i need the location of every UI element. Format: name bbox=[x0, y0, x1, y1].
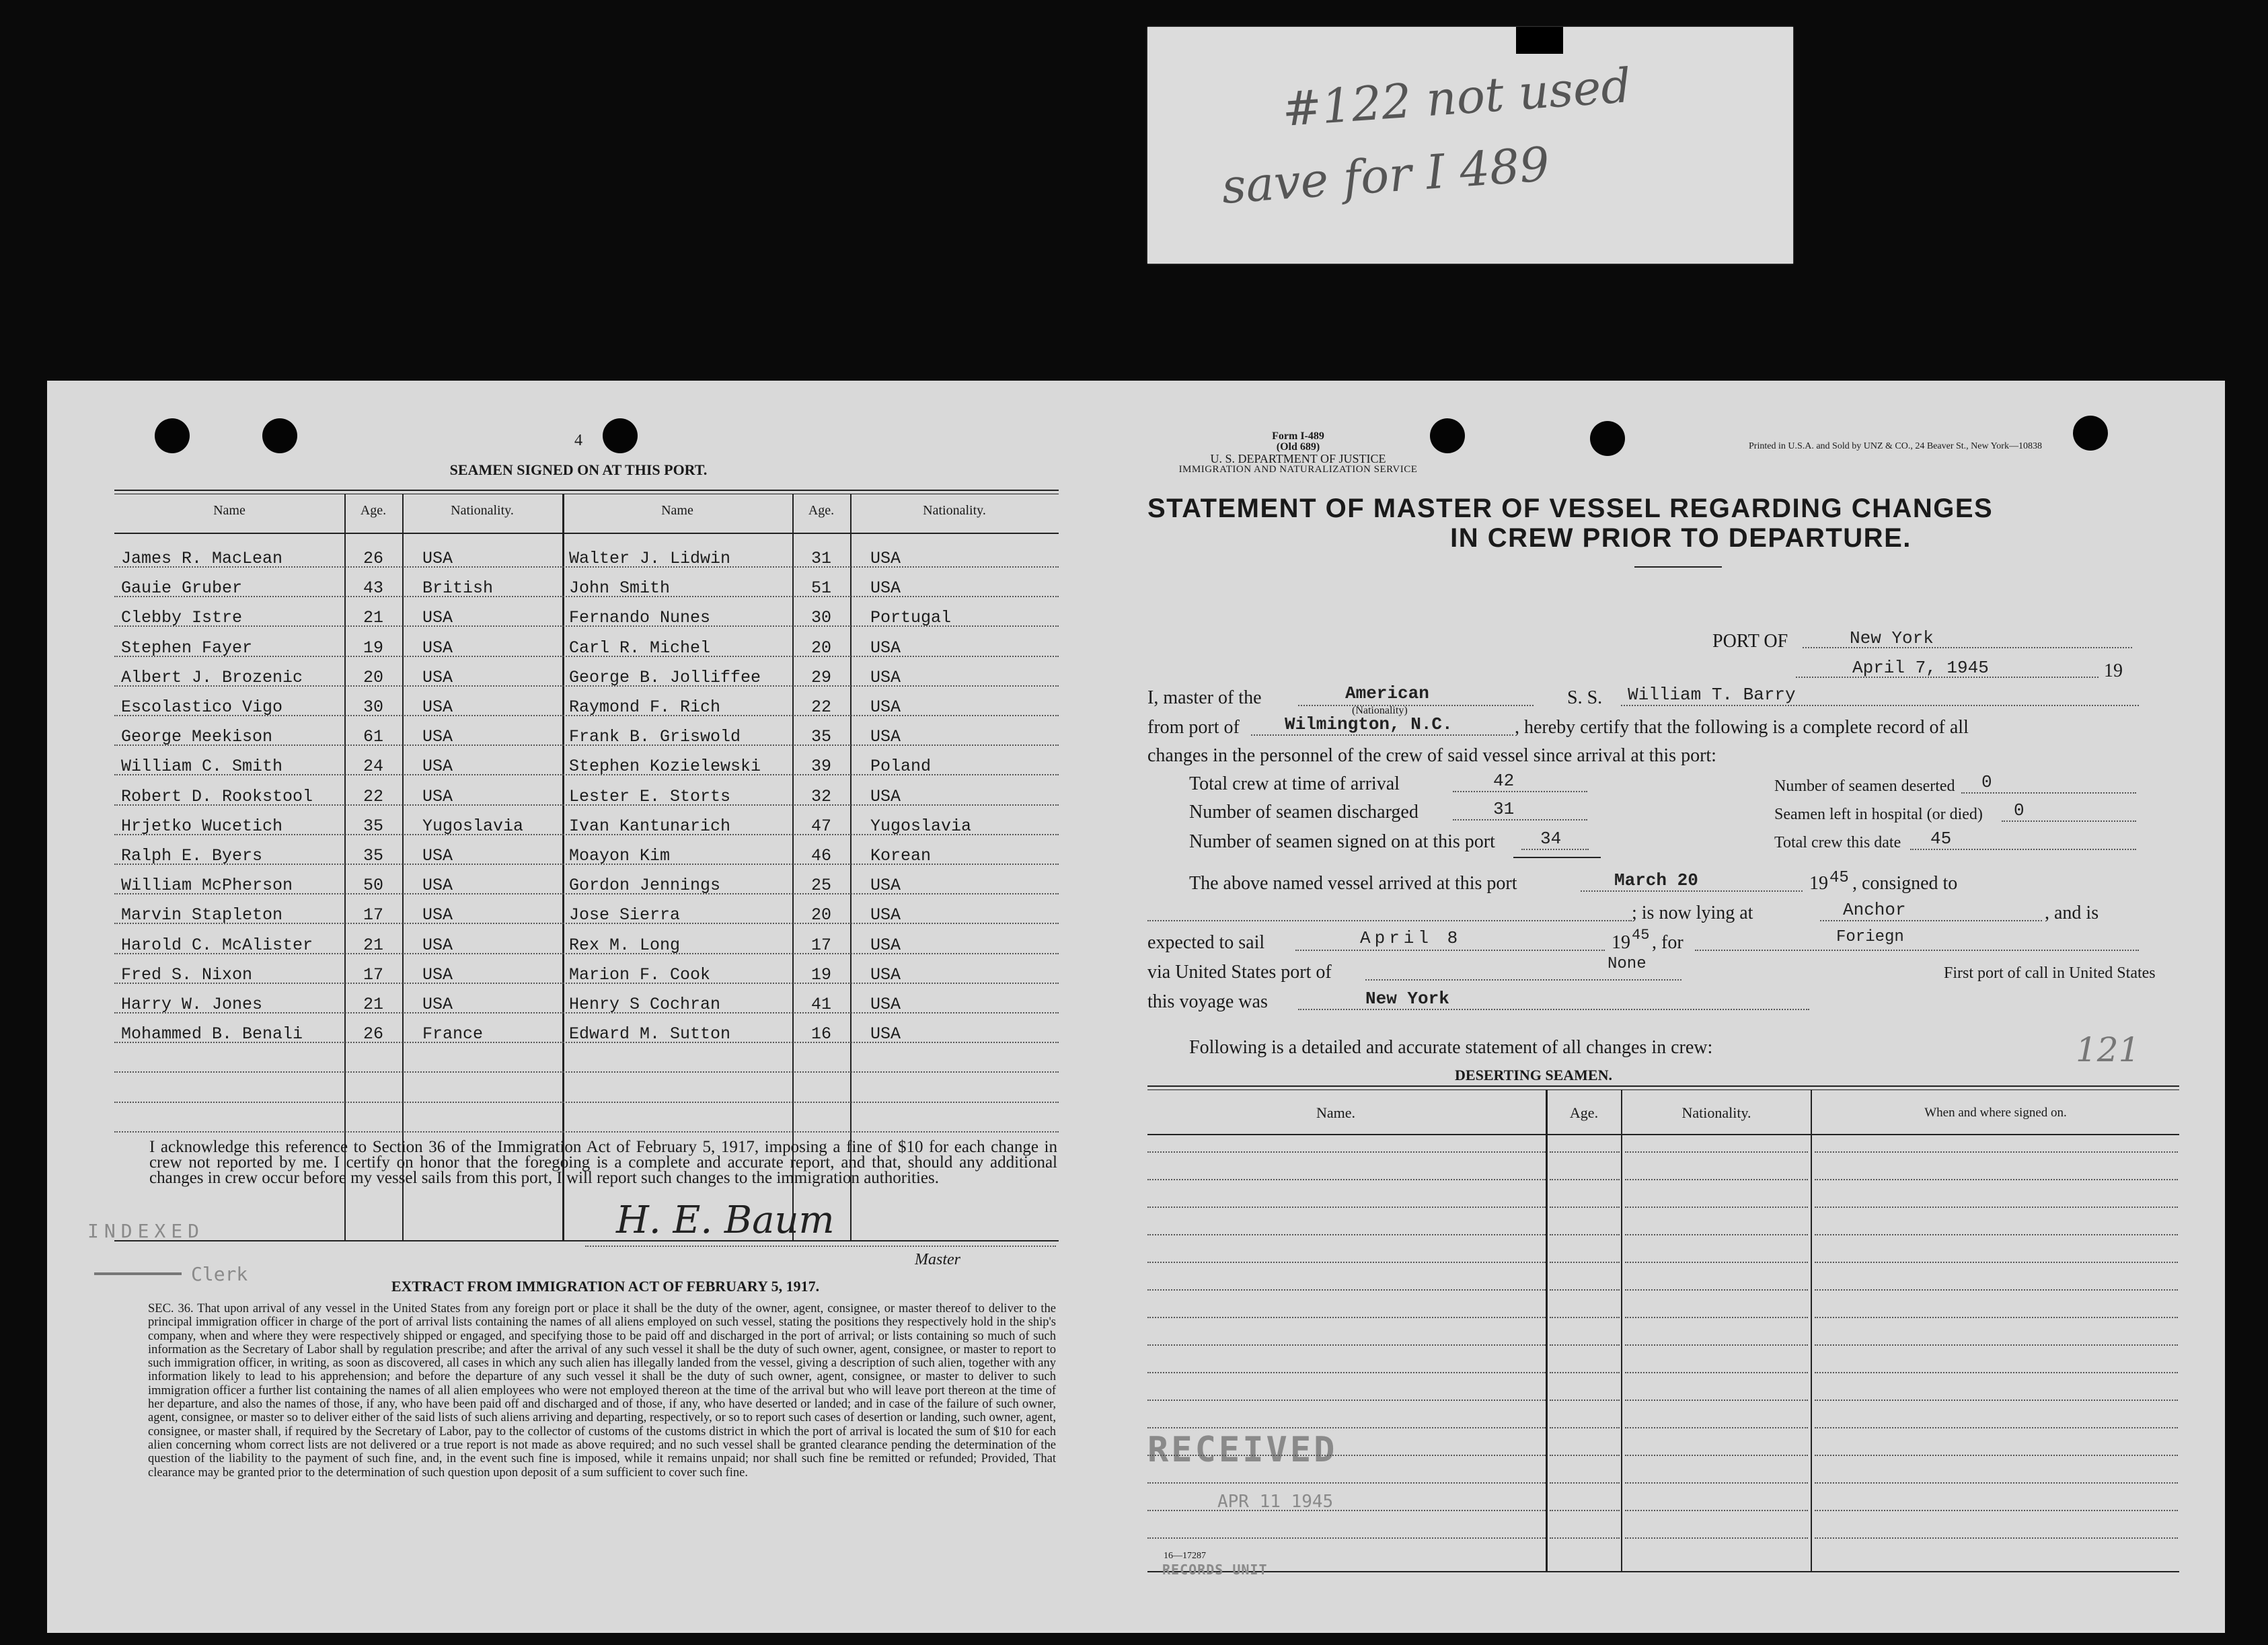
table-row bbox=[1550, 1427, 1620, 1428]
table-row bbox=[1625, 1482, 1808, 1484]
seaman-nationality: France bbox=[422, 1024, 484, 1044]
seaman-name: William McPherson bbox=[121, 876, 293, 896]
for-line bbox=[1695, 950, 2139, 951]
header-age: Age. bbox=[808, 503, 835, 518]
seaman-nationality: USA bbox=[422, 786, 453, 806]
discharged-value: 31 bbox=[1493, 799, 1515, 819]
table-row bbox=[1625, 1234, 1808, 1235]
header-nationality: Nationality. bbox=[923, 503, 986, 518]
total-arrival-line bbox=[1453, 791, 1587, 792]
ship-name-value: William T. Barry bbox=[1628, 685, 1796, 705]
table-row bbox=[1625, 1344, 1808, 1346]
seaman-nationality: USA bbox=[870, 876, 901, 896]
signed-on-value: 34 bbox=[1540, 829, 1562, 849]
table-row bbox=[1147, 1455, 1546, 1456]
seaman-name: Marion F. Cook bbox=[569, 964, 711, 985]
table-row bbox=[1815, 1151, 2178, 1153]
seaman-name: Rex M. Long bbox=[569, 935, 681, 955]
seaman-name: Robert D. Rookstool bbox=[121, 786, 313, 806]
handwritten-note-slip bbox=[1147, 27, 1793, 264]
seaman-name: Harry W. Jones bbox=[121, 995, 263, 1014]
hospital-label: Seamen left in hospital (or died) bbox=[1774, 806, 1983, 823]
table-row bbox=[1815, 1179, 2178, 1180]
seaman-age: 17 bbox=[363, 905, 383, 925]
seaman-age: 17 bbox=[810, 935, 831, 955]
left-page bbox=[47, 381, 1096, 1633]
deserting-header-when: When and where signed on. bbox=[1924, 1106, 2067, 1120]
deserting-top-rule bbox=[1147, 1085, 2179, 1087]
table-row bbox=[1550, 1455, 1620, 1456]
seaman-nationality: Korean bbox=[870, 846, 932, 866]
seaman-nationality: Yugoslavia bbox=[422, 816, 524, 836]
signed-on-underline bbox=[1513, 857, 1601, 858]
seaman-name: Frank B. Griswold bbox=[569, 727, 741, 747]
table-row bbox=[1550, 1372, 1620, 1373]
seaman-age: 20 bbox=[810, 638, 831, 658]
seaman-nationality: USA bbox=[422, 727, 453, 747]
table-row bbox=[1147, 1151, 1546, 1153]
seaman-age: 21 bbox=[363, 935, 383, 955]
table-row bbox=[1815, 1372, 2178, 1373]
printer-line: Printed in U.S.A. and Sold by UNZ & CO., 24 Beaver St., New York—10838 bbox=[1749, 441, 2042, 451]
date-value: April 7, 1945 bbox=[1852, 658, 1989, 678]
table-row bbox=[1147, 1289, 1546, 1291]
table-row bbox=[1550, 1537, 1620, 1539]
seaman-name: Carl R. Michel bbox=[569, 638, 711, 658]
seaman-nationality: USA bbox=[422, 905, 453, 925]
total-arrival-value: 42 bbox=[1493, 771, 1515, 791]
deserting-title: DESERTING SEAMEN. bbox=[1455, 1067, 1612, 1083]
ss-label: S. S. bbox=[1567, 687, 1603, 708]
lying-value: Anchor bbox=[1843, 900, 1906, 920]
seaman-nationality: USA bbox=[422, 964, 453, 985]
seaman-age: 35 bbox=[810, 727, 831, 747]
seaman-name: Gordon Jennings bbox=[569, 876, 721, 896]
ship-name-line bbox=[1621, 705, 2139, 706]
seaman-name: Edward M. Sutton bbox=[569, 1024, 731, 1044]
form-title-line-1: STATEMENT OF MASTER OF VESSEL REGARDING CHANGES bbox=[1147, 494, 1994, 523]
hospital-line bbox=[2002, 820, 2136, 822]
seaman-nationality: USA bbox=[422, 608, 453, 628]
via-label: via United States port of bbox=[1147, 962, 1332, 983]
table-row bbox=[1815, 1262, 2178, 1263]
table-row bbox=[1815, 1317, 2178, 1318]
expected-label: expected to sail bbox=[1147, 932, 1265, 953]
seaman-age: 50 bbox=[363, 876, 383, 896]
note-line-1: #122 not used bbox=[1280, 57, 1633, 138]
table-row bbox=[1815, 1455, 2178, 1456]
seaman-name: John Smith bbox=[569, 578, 671, 599]
seaman-age: 19 bbox=[363, 638, 383, 658]
table-row bbox=[1815, 1400, 2178, 1401]
table-row bbox=[1815, 1537, 2178, 1539]
seaman-name: Marvin Stapleton bbox=[121, 905, 283, 925]
table-row bbox=[1550, 1207, 1620, 1208]
seaman-name: Stephen Fayer bbox=[121, 638, 253, 658]
seaman-age: 41 bbox=[810, 995, 831, 1014]
nationality-value: American bbox=[1345, 683, 1429, 703]
total-arrival-label: Total crew at time of arrival bbox=[1189, 773, 1400, 794]
deserting-col-rule bbox=[1811, 1089, 1812, 1571]
seaman-nationality: USA bbox=[870, 549, 901, 568]
via-line bbox=[1365, 979, 1681, 981]
voyage-value: New York bbox=[1365, 989, 1449, 1009]
deserting-col-rule bbox=[1546, 1089, 1548, 1571]
table-row bbox=[1147, 1317, 1546, 1318]
first-port-label: First port of call in United States bbox=[1944, 964, 2156, 982]
consigned-label: , consigned to bbox=[1852, 873, 1958, 894]
table-row bbox=[1147, 1234, 1546, 1235]
seaman-name: Raymond F. Rich bbox=[569, 697, 721, 717]
seaman-age: 17 bbox=[363, 964, 383, 985]
seaman-age: 20 bbox=[810, 905, 831, 925]
table-row bbox=[1550, 1289, 1620, 1291]
seaman-name: Lester E. Storts bbox=[569, 786, 731, 806]
seaman-nationality: USA bbox=[422, 697, 453, 717]
seaman-nationality: USA bbox=[422, 846, 453, 866]
port-of-label: PORT OF bbox=[1712, 631, 1788, 652]
for-label: , for bbox=[1652, 932, 1684, 953]
expected-line bbox=[1295, 950, 1605, 951]
service: IMMIGRATION AND NATURALIZATION SERVICE bbox=[1178, 464, 1418, 475]
seaman-nationality: USA bbox=[422, 935, 453, 955]
seaman-age: 21 bbox=[363, 608, 383, 628]
seaman-age: 21 bbox=[363, 995, 383, 1014]
seaman-nationality: USA bbox=[870, 1024, 901, 1044]
master-label: Master bbox=[915, 1251, 960, 1268]
header-name: Name bbox=[213, 503, 245, 518]
seaman-age: 39 bbox=[810, 757, 831, 777]
consignee-line bbox=[1147, 920, 1632, 921]
table-row bbox=[1147, 1427, 1546, 1428]
seaman-nationality: USA bbox=[870, 727, 901, 747]
col-rule bbox=[344, 494, 346, 1240]
for-value: Foriegn bbox=[1836, 928, 1904, 946]
deserting-header-age: Age. bbox=[1569, 1104, 1599, 1121]
header-name: Name bbox=[661, 503, 693, 518]
table-bottom-rule bbox=[114, 1240, 1059, 1241]
extract-title: EXTRACT FROM IMMIGRATION ACT OF FEBRUARY 5, 1917. bbox=[391, 1278, 820, 1295]
seaman-age: 31 bbox=[810, 549, 831, 568]
seaman-nationality: USA bbox=[870, 905, 901, 925]
received-stamp: RECEIVED bbox=[1147, 1430, 1338, 1470]
table-row bbox=[1815, 1427, 2178, 1428]
nationality-line bbox=[1298, 705, 1534, 706]
table-row bbox=[1147, 1372, 1546, 1373]
seaman-nationality: USA bbox=[870, 667, 901, 687]
table-row bbox=[1815, 1482, 2178, 1484]
section-title: SEAMEN SIGNED ON AT THIS PORT. bbox=[449, 461, 708, 478]
row-rule bbox=[114, 1071, 1059, 1073]
seaman-nationality: USA bbox=[870, 697, 901, 717]
seaman-age: 30 bbox=[363, 697, 383, 717]
table-row bbox=[1550, 1344, 1620, 1346]
table-row bbox=[1147, 1207, 1546, 1208]
header-age: Age. bbox=[360, 503, 387, 518]
seaman-nationality: USA bbox=[422, 995, 453, 1014]
extract-text: SEC. 36. That upon arrival of any vessel in the United States from any foreign port or place it shall be the duty of the owner, agent, consignee, or master thereof to deliver to the principal immigration officer in charge of the port of arrival lists containing the names of all aliens employed on such vessel, stating the positions they respectively hold in the ship's company, when and where they were respectively shipped or engaged, and specifying those to be paid off and discharged in the port of arrival; or lists containing so much of such information as the Secretary of Labor shall by regulation prescribe; and after the arrival of any such vessel it shall be the duty of such owner, agent, consignee, or master to report to such immigration officer, in writing, as soon as discovered, all cases in which any such alien has illegally landed from the vessel, giving a description of such alien, together with any information likely to lead to his apprehension; and before the departure of any such vessel it shall be the duty of such owner, agent, consignee, or master to deliver to such immigration officer a further list containing the names of all alien employees who were not employed thereon at the time of the arrival but who will leave port thereon at the time of her departure, and also the names of those, if any, who have been paid off and discharged and of those, if any, who have deserted or landed; and in case of the failure of such owner, agent, consignee, or master so to deliver either of the said lists of such aliens arriving and departing, respectively, or so to report such cases of desertion or landing, such owner, agent, consignee, or master shall, if required by the Secretary of Labor, pay to the collector of customs of the customs district in which the port of arrival is located the sum of $10 for each alien concerning whom correct lists are not delivered or a true report is not made as above required; and no such vessel shall be granted clearance pending the determination of the question of the liability to the payment of such fine, and, in the event such fine is imposed, while it remains unpaid; nor shall such fine be remitted or refunded; Provided, That clearance may be granted prior to the determination of such question upon deposit of a sum sufficient to cover such fine. bbox=[148, 1302, 1056, 1480]
deserting-header-rule bbox=[1147, 1134, 2179, 1135]
form-sheet bbox=[47, 381, 2225, 1633]
seaman-nationality: British bbox=[422, 578, 494, 599]
seaman-age: 24 bbox=[363, 757, 383, 777]
seaman-age: 43 bbox=[363, 578, 383, 599]
seaman-name: Escolastico Vigo bbox=[121, 697, 283, 717]
right-page bbox=[1137, 381, 2225, 1633]
deserted-value: 0 bbox=[1981, 772, 1992, 792]
seaman-age: 47 bbox=[810, 816, 831, 836]
total-date-value: 45 bbox=[1930, 829, 1952, 849]
seaman-nationality: Poland bbox=[870, 757, 932, 777]
clerk-label: Clerk bbox=[191, 1263, 248, 1285]
signature: H. E. Baum bbox=[616, 1198, 835, 1242]
table-row bbox=[1815, 1207, 2178, 1208]
following-text: Following is a detailed and accurate statement of all changes in crew: bbox=[1189, 1037, 1713, 1058]
seaman-age: 35 bbox=[363, 816, 383, 836]
seaman-name: Jose Sierra bbox=[569, 905, 681, 925]
table-row bbox=[1815, 1344, 2178, 1346]
and-is-label: , and is bbox=[2045, 903, 2099, 923]
seaman-age: 30 bbox=[810, 608, 831, 628]
table-row bbox=[1550, 1400, 1620, 1401]
table-top-rule bbox=[114, 490, 1059, 491]
lying-line bbox=[1820, 920, 2042, 921]
seaman-name: Gauie Gruber bbox=[121, 578, 243, 599]
seaman-name: Hrjetko Wucetich bbox=[121, 816, 283, 836]
table-row bbox=[1550, 1179, 1620, 1180]
seaman-age: 22 bbox=[810, 697, 831, 717]
discharged-label: Number of seamen discharged bbox=[1189, 802, 1419, 822]
table-row bbox=[1147, 1179, 1546, 1180]
seaman-nationality: USA bbox=[422, 549, 453, 568]
col-rule bbox=[850, 494, 852, 1240]
total-date-line bbox=[1910, 849, 2136, 850]
seaman-nationality: USA bbox=[422, 876, 453, 896]
table-row bbox=[1147, 1482, 1546, 1484]
table-row bbox=[1815, 1234, 2178, 1235]
seaman-nationality: USA bbox=[870, 578, 901, 599]
seaman-name: Mohammed B. Benali bbox=[121, 1024, 303, 1044]
form-number: Form I-489 bbox=[1272, 430, 1324, 442]
arrived-value: March 20 bbox=[1614, 870, 1698, 890]
table-row bbox=[1625, 1289, 1808, 1291]
seaman-nationality: USA bbox=[870, 638, 901, 658]
seaman-name: Walter J. Lidwin bbox=[569, 549, 731, 568]
seaman-age: 32 bbox=[810, 786, 831, 806]
received-date: APR 11 1945 bbox=[1217, 1492, 1334, 1512]
table-row bbox=[1550, 1151, 1620, 1153]
deserting-header-name: Name. bbox=[1316, 1104, 1356, 1121]
seaman-age: 26 bbox=[363, 549, 383, 568]
total-date-label: Total crew this date bbox=[1774, 834, 1901, 851]
seaman-nationality: USA bbox=[870, 935, 901, 955]
seaman-name: William C. Smith bbox=[121, 757, 283, 777]
deserted-line bbox=[1961, 792, 2136, 794]
arrived-line bbox=[1581, 890, 1803, 892]
table-row bbox=[1625, 1537, 1808, 1539]
signed-on-label: Number of seamen signed on at this port bbox=[1189, 831, 1495, 852]
seaman-name: Clebby Istre bbox=[121, 608, 243, 628]
deserting-col-rule bbox=[1621, 1089, 1622, 1571]
seaman-age: 25 bbox=[810, 876, 831, 896]
table-row bbox=[1147, 1510, 1546, 1511]
seaman-name: James R. MacLean bbox=[121, 549, 283, 568]
signed-on-line bbox=[1521, 849, 1589, 850]
acknowledgment-text: I acknowledge this reference to Section 36 of the Immigration Act of February 5, 1917, imposing a fine of $10 for each change in crew not reported by me. I certify on honor that the foregoing is a complete and accurate report, and that, should any additional changes in crew occur before my vessel sails from this port, I will report such changes to the immigration authorities. bbox=[149, 1138, 1057, 1187]
table-row bbox=[1147, 1262, 1546, 1263]
seaman-age: 35 bbox=[363, 846, 383, 866]
arrived-year: 45 bbox=[1829, 869, 1849, 887]
arrived-year-prefix: 19 bbox=[1809, 873, 1828, 894]
note-line-2: save for I 489 bbox=[1219, 137, 1552, 215]
master-of-label: I, master of the bbox=[1147, 687, 1262, 708]
seaman-name: Albert J. Brozenic bbox=[121, 667, 303, 687]
row-rule bbox=[114, 1131, 1059, 1133]
seaman-name: Stephen Kozielewski bbox=[569, 757, 761, 777]
seaman-nationality: USA bbox=[870, 964, 901, 985]
seaman-age: 20 bbox=[363, 667, 383, 687]
hospital-value: 0 bbox=[2014, 800, 2025, 820]
row-rule bbox=[114, 1102, 1059, 1103]
seaman-nationality: USA bbox=[422, 667, 453, 687]
seaman-name: Fred S. Nixon bbox=[121, 964, 253, 985]
table-row bbox=[1550, 1482, 1620, 1484]
form-code: 16—17287 bbox=[1164, 1551, 1206, 1561]
voyage-line bbox=[1298, 1009, 1809, 1010]
table-row bbox=[1550, 1510, 1620, 1511]
records-unit: RECORDS UNIT bbox=[1162, 1562, 1268, 1578]
deserting-top-rule bbox=[1147, 1089, 2179, 1090]
bottom-rule bbox=[1147, 1571, 2179, 1572]
table-row bbox=[1625, 1372, 1808, 1373]
table-row bbox=[1625, 1207, 1808, 1208]
indexed-stamp: INDEXED bbox=[87, 1220, 205, 1242]
seaman-name: Henry S Cochran bbox=[569, 995, 721, 1014]
master-line bbox=[585, 1246, 1056, 1247]
date-year-suffix: 19 bbox=[2104, 660, 2123, 681]
table-row bbox=[1625, 1455, 1808, 1456]
table-row bbox=[1550, 1262, 1620, 1263]
col-rule bbox=[402, 494, 404, 1240]
table-row bbox=[1550, 1317, 1620, 1318]
handwritten-number: 121 bbox=[2076, 1030, 2140, 1069]
seaman-age: 16 bbox=[810, 1024, 831, 1044]
title-rule bbox=[1634, 566, 1722, 568]
clerk-mark bbox=[94, 1272, 182, 1275]
seaman-age: 19 bbox=[810, 964, 831, 985]
table-row bbox=[1625, 1400, 1808, 1401]
table-row bbox=[1815, 1289, 2178, 1291]
seaman-name: Fernando Nunes bbox=[569, 608, 711, 628]
port-of-value: New York bbox=[1850, 628, 1934, 648]
nationality-caption: (Nationality) bbox=[1352, 705, 1408, 716]
deserted-label: Number of seamen deserted bbox=[1774, 777, 1955, 795]
table-row bbox=[1625, 1427, 1808, 1428]
from-port-label: from port of bbox=[1147, 717, 1240, 738]
arrived-label: The above named vessel arrived at this port bbox=[1189, 873, 1517, 894]
table-row bbox=[1147, 1537, 1546, 1539]
col-rule bbox=[792, 494, 794, 1240]
seaman-age: 29 bbox=[810, 667, 831, 687]
seaman-name: Moayon Kim bbox=[569, 846, 671, 866]
seaman-nationality: USA bbox=[422, 757, 453, 777]
form-old-number: (Old 689) bbox=[1276, 441, 1320, 453]
table-row bbox=[1625, 1151, 1808, 1153]
from-port-line bbox=[1251, 734, 1513, 736]
table-row bbox=[1815, 1510, 2178, 1511]
voyage-label: this voyage was bbox=[1147, 991, 1268, 1012]
deserting-header-nationality: Nationality. bbox=[1681, 1104, 1751, 1121]
seaman-nationality: USA bbox=[870, 786, 901, 806]
table-row bbox=[1625, 1262, 1808, 1263]
via-value: None bbox=[1608, 955, 1647, 973]
table-row bbox=[1147, 1400, 1546, 1401]
seaman-age: 26 bbox=[363, 1024, 383, 1044]
department: U. S. DEPARTMENT OF JUSTICE bbox=[1210, 452, 1386, 465]
expected-year-prefix: 19 bbox=[1612, 932, 1630, 953]
seaman-nationality: Yugoslavia bbox=[870, 816, 972, 836]
header-nationality: Nationality. bbox=[451, 503, 514, 518]
table-header-rule bbox=[114, 533, 1059, 534]
lying-label: ; is now lying at bbox=[1632, 903, 1753, 923]
seaman-name: Harold C. McAlister bbox=[121, 935, 313, 955]
discharged-line bbox=[1453, 819, 1587, 820]
seaman-name: George Meekison bbox=[121, 727, 273, 747]
page-number: 4 bbox=[574, 432, 582, 449]
seaman-name: Ralph E. Byers bbox=[121, 846, 263, 866]
table-row bbox=[1625, 1317, 1808, 1318]
certify-text: , hereby certify that the following is a complete record of all bbox=[1515, 717, 1969, 738]
form-title-line-2: IN CREW PRIOR TO DEPARTURE. bbox=[1450, 523, 1912, 553]
expected-year: 45 bbox=[1632, 927, 1650, 944]
note-tab bbox=[1516, 27, 1563, 54]
table-row bbox=[1625, 1179, 1808, 1180]
changes-text: changes in the personnel of the crew of said vessel since arrival at this port: bbox=[1147, 745, 1716, 766]
seaman-age: 46 bbox=[810, 846, 831, 866]
table-row bbox=[1550, 1234, 1620, 1235]
seaman-age: 22 bbox=[363, 786, 383, 806]
from-port-value: Wilmington, N.C. bbox=[1285, 714, 1453, 734]
expected-value: April 8 bbox=[1360, 928, 1462, 948]
col-rule bbox=[562, 494, 564, 1240]
seaman-nationality: Portugal bbox=[870, 608, 952, 628]
table-row bbox=[1147, 1344, 1546, 1346]
seaman-name: George B. Jolliffee bbox=[569, 667, 761, 687]
seaman-name: Ivan Kantunarich bbox=[569, 816, 731, 836]
table-row bbox=[1625, 1510, 1808, 1511]
seaman-nationality: USA bbox=[870, 995, 901, 1014]
seaman-age: 51 bbox=[810, 578, 831, 599]
seaman-age: 61 bbox=[363, 727, 383, 747]
seaman-nationality: USA bbox=[422, 638, 453, 658]
